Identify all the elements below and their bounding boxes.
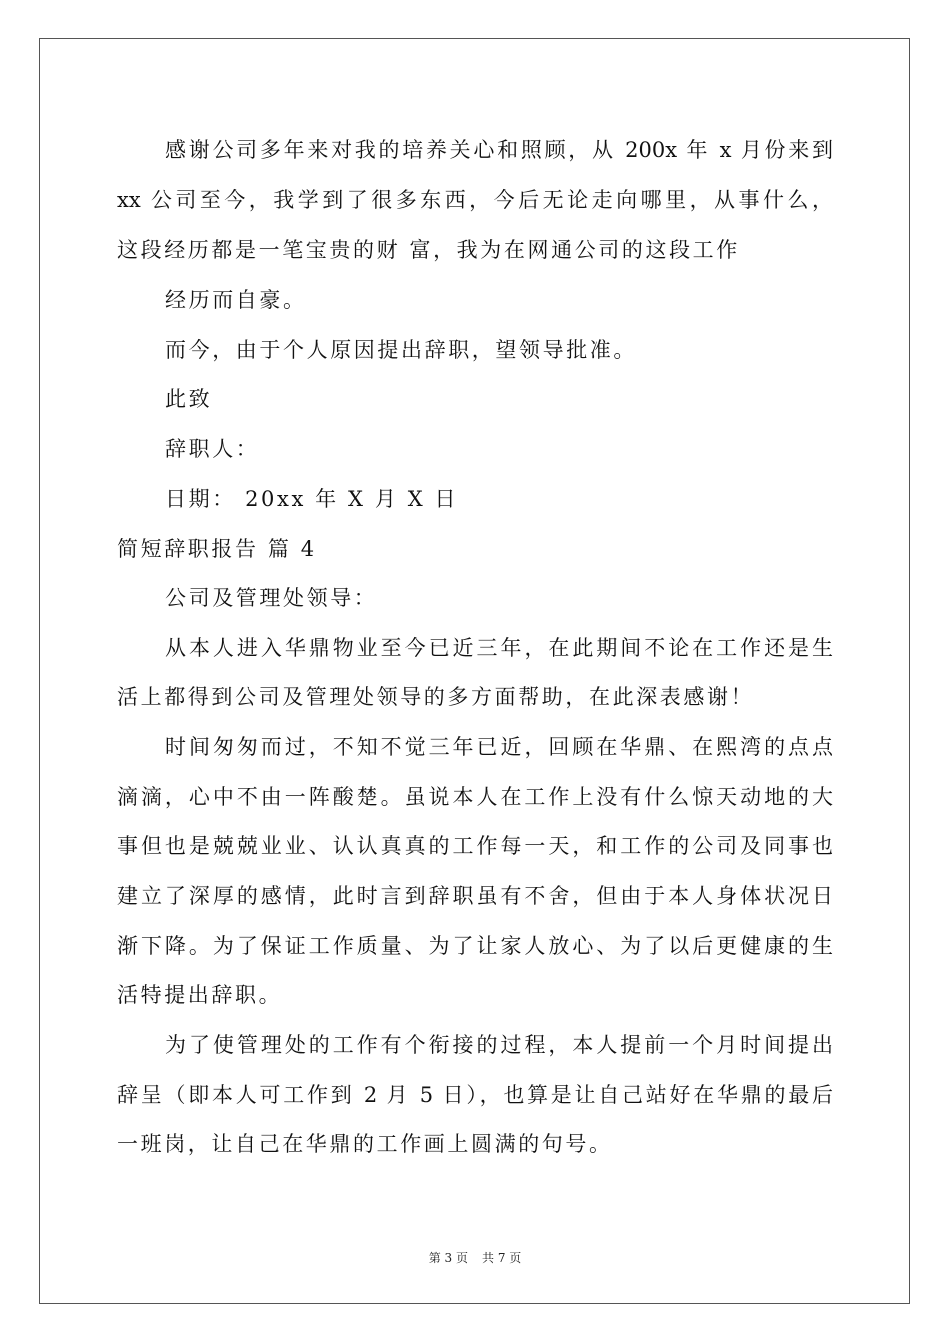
paragraph-line: 为了使管理处的工作有个衔接的过程，本人提前一个月时间提出 [165, 1033, 833, 1057]
closing-salutation: 此致 [165, 387, 213, 411]
paragraph-line: 而今，由于个人原因提出辞职，望领导批准。 [165, 338, 637, 362]
paragraph-line: 这段经历都是一笔宝贵的财 富，我为在网通公司的这段工作 [117, 238, 740, 262]
paragraph-line: 辞呈（即本人可工作到 2 月 5 日），也算是让自己站好在华鼎的最后 [117, 1083, 833, 1107]
page-border [39, 38, 910, 1304]
paragraph-line: 时间匆匆而过，不知不觉三年已近，回顾在华鼎、在熙湾的点点 [165, 735, 833, 759]
paragraph-line: 一班岗，让自己在华鼎的工作画上圆满的句号。 [117, 1132, 613, 1156]
paragraph-line: xx 公司至今，我学到了很多东西，今后无论走向哪里，从事什么， [117, 188, 833, 212]
salutation: 公司及管理处领导： [165, 586, 378, 610]
paragraph-line: 感谢公司多年来对我的培养关心和照顾，从 200x 年 x 月份来到 [165, 138, 833, 162]
paragraph-line: 渐下降。为了保证工作质量、为了让家人放心、为了以后更健康的生 [117, 934, 833, 958]
paragraph-line: 从本人进入华鼎物业至今已近三年，在此期间不论在工作还是生 [165, 636, 833, 660]
paragraph-line: 经历而自豪。 [165, 288, 307, 312]
paragraph-line: 活特提出辞职。 [117, 983, 283, 1007]
page-footer [0, 1251, 950, 1265]
paragraph-line: 事但也是兢兢业业、认认真真的工作每一天，和工作的公司及同事也 [117, 834, 833, 858]
page-number: 第 3 页 [428, 1251, 468, 1265]
section-heading: 简短辞职报告 篇 4 [117, 537, 317, 561]
page-total: 共 7 页 [482, 1251, 522, 1265]
paragraph-line: 活上都得到公司及管理处领导的多方面帮助，在此深表感谢！ [117, 685, 755, 709]
resigner-label: 辞职人： [165, 437, 260, 461]
paragraph-line: 建立了深厚的感情，此时言到辞职虽有不舍，但由于本人身体状况日 [117, 884, 833, 908]
date-line: 日期： 20xx 年 X 月 X 日 [165, 487, 459, 511]
paragraph-line: 滴滴，心中不由一阵酸楚。虽说本人在工作上没有什么惊天动地的大 [117, 785, 833, 809]
